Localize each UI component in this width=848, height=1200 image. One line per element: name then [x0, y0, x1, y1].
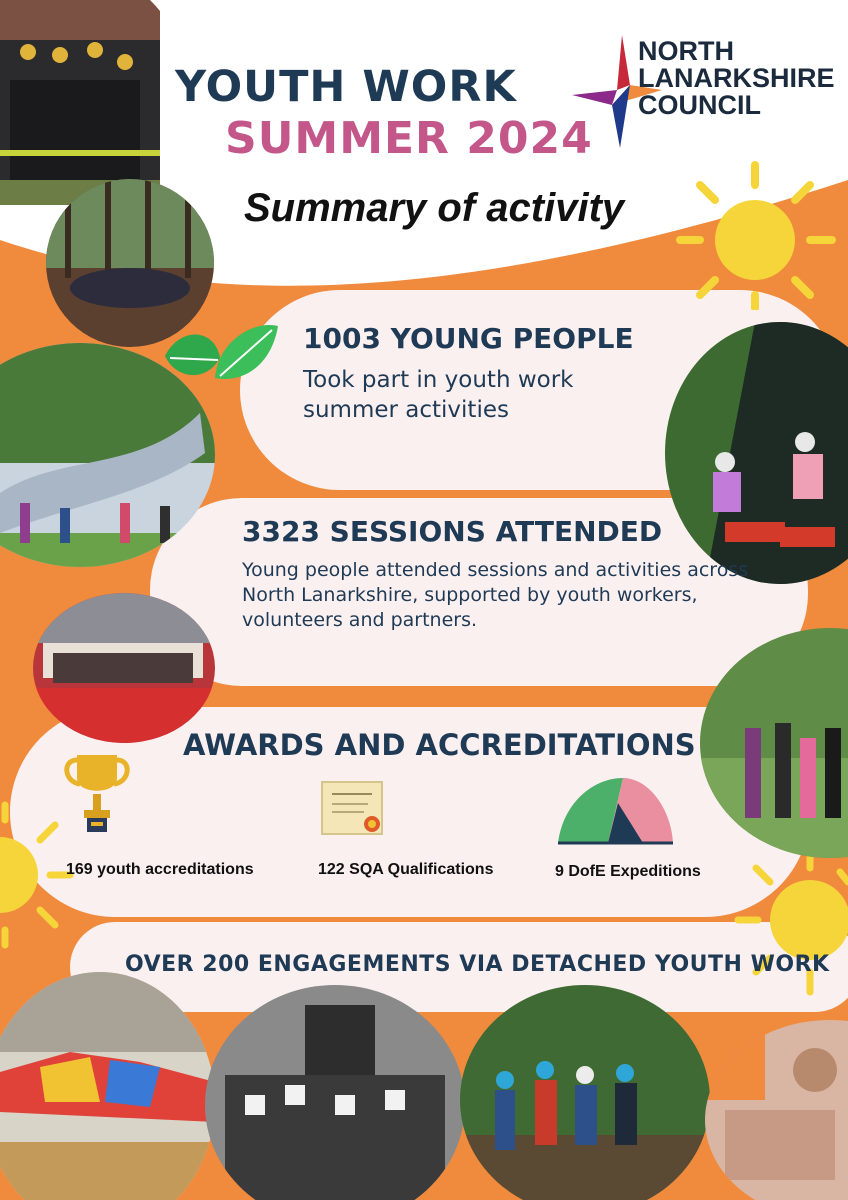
page-subtitle: Summary of activity	[244, 186, 625, 230]
certificate-icon	[320, 780, 390, 840]
photo-parachute-game	[0, 972, 215, 1200]
logo-line-lanarkshire: LANARKSHIRE	[638, 63, 835, 93]
award-sqa-qualifications: 122 SQA Qualifications	[318, 861, 494, 878]
award-dofe-expeditions: 9 DofE Expeditions	[555, 863, 701, 880]
sun-icon	[670, 160, 840, 310]
photo-crafts	[705, 1020, 848, 1200]
photo-toboggan	[665, 322, 848, 584]
stat-sessions-text: Young people attended sessions and activities across North Lanarkshire, supported by youth workers, volunteers and partners.	[242, 559, 749, 631]
photo-sports-hall	[33, 593, 215, 743]
detached-youth-work-heading: OVER 200 ENGAGEMENTS VIA DETACHED YOUTH WORK	[125, 952, 830, 977]
photo-certificates-group	[205, 985, 465, 1200]
trophy-icon	[62, 750, 132, 835]
photo-woodland-helmets	[455, 985, 715, 1200]
award-youth-accreditations: 169 youth accreditations	[66, 861, 254, 878]
stat-sessions-heading: 3323 SESSIONS ATTENDED	[242, 515, 663, 548]
stat-young-people-text: Took part in youth work summer activities	[303, 367, 574, 423]
tent-icon	[553, 773, 678, 853]
page-title-line2: SUMMER 2024	[225, 113, 593, 164]
photo-park-group	[700, 628, 848, 858]
logo-line-north: NORTH	[638, 36, 734, 66]
awards-heading: AWARDS AND ACCREDITATIONS	[183, 728, 696, 762]
photo-forest	[45, 178, 215, 348]
page-title-line1: YOUTH WORK	[175, 62, 517, 112]
photo-firefighters	[0, 0, 160, 205]
stat-young-people-heading: 1003 YOUNG PEOPLE	[303, 322, 634, 355]
council-logo	[638, 38, 835, 119]
logo-line-council: COUNCIL	[638, 90, 761, 120]
photo-whale-sculpture	[0, 343, 215, 568]
